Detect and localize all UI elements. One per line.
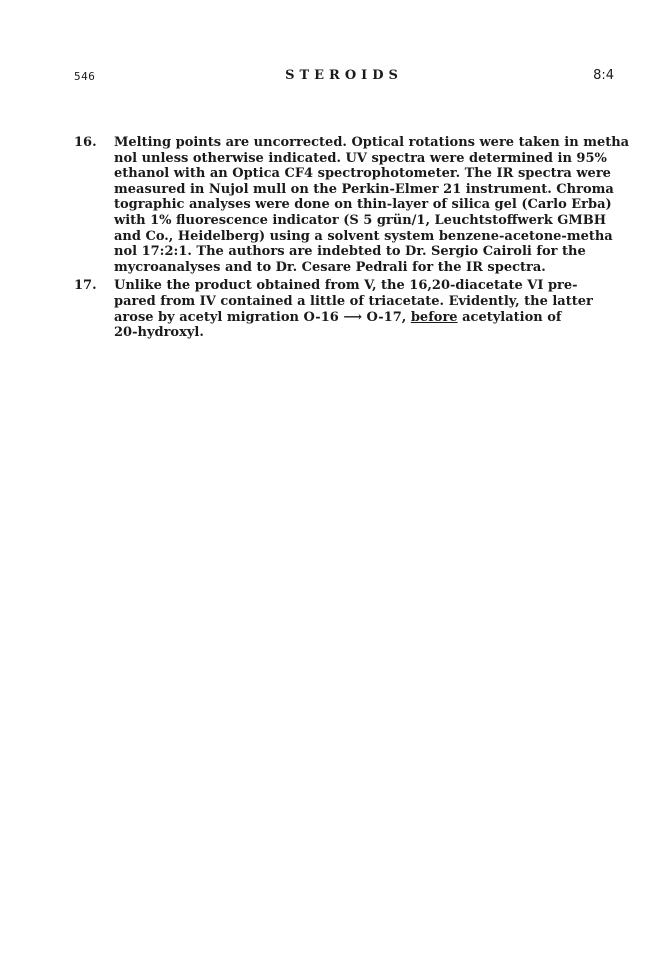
notes-list bbox=[74, 135, 634, 344]
note-line: measured in Nujol mull on the Perkin-Elmer 21 instrument. Chroma bbox=[114, 181, 614, 197]
journal-title: STEROIDS bbox=[285, 68, 403, 83]
running-header bbox=[74, 68, 614, 88]
note-line: 20-hydroxyl. bbox=[114, 325, 204, 341]
note-line: Melting points are uncorrected. Optical rotations were taken in metha bbox=[114, 135, 630, 150]
note-line: with 1% fluorescence indicator (S 5 grün/1, Leuchtstoffwerk GMBH bbox=[114, 212, 607, 228]
note-line: ethanol with an Optica CF4 spectrophotometer. The IR spectra were bbox=[114, 166, 611, 182]
note-line-part: acetylation of bbox=[457, 309, 562, 325]
note-line: mycroanalyses and to Dr. Cesare Pedrali for the IR spectra. bbox=[114, 259, 546, 275]
note-line: nol unless otherwise indicated. UV spectra were determined in 95% bbox=[114, 150, 607, 166]
page-number: 546 bbox=[74, 70, 96, 83]
note-line-with-emphasis bbox=[114, 310, 634, 326]
note-line: and Co., Heidelberg) using a solvent system benzene-acetone-metha bbox=[114, 228, 613, 244]
note-text bbox=[114, 135, 634, 275]
underlined-word: before bbox=[410, 309, 458, 325]
note-line: tographic analyses were done on thin-layer of silica gel (Carlo Erba) bbox=[114, 197, 612, 213]
note-number: 16. bbox=[74, 135, 97, 150]
note-line: pared from IV contained a little of triacetate. Evidently, the latter bbox=[114, 293, 593, 309]
note-16 bbox=[74, 135, 634, 275]
note-number: 17. bbox=[74, 278, 97, 294]
note-17 bbox=[74, 278, 634, 340]
volume-issue: 8:4 bbox=[593, 68, 614, 83]
note-line: Unlike the product obtained from V, the 16,20-diacetate VI pre- bbox=[114, 278, 578, 294]
note-line: nol 17:2:1. The authors are indebted to Dr. Sergio Cairoli for the bbox=[114, 244, 586, 260]
note-text bbox=[114, 278, 634, 340]
note-line-part: arose by acetyl migration O-16 ⟶ O-17, bbox=[114, 309, 411, 325]
